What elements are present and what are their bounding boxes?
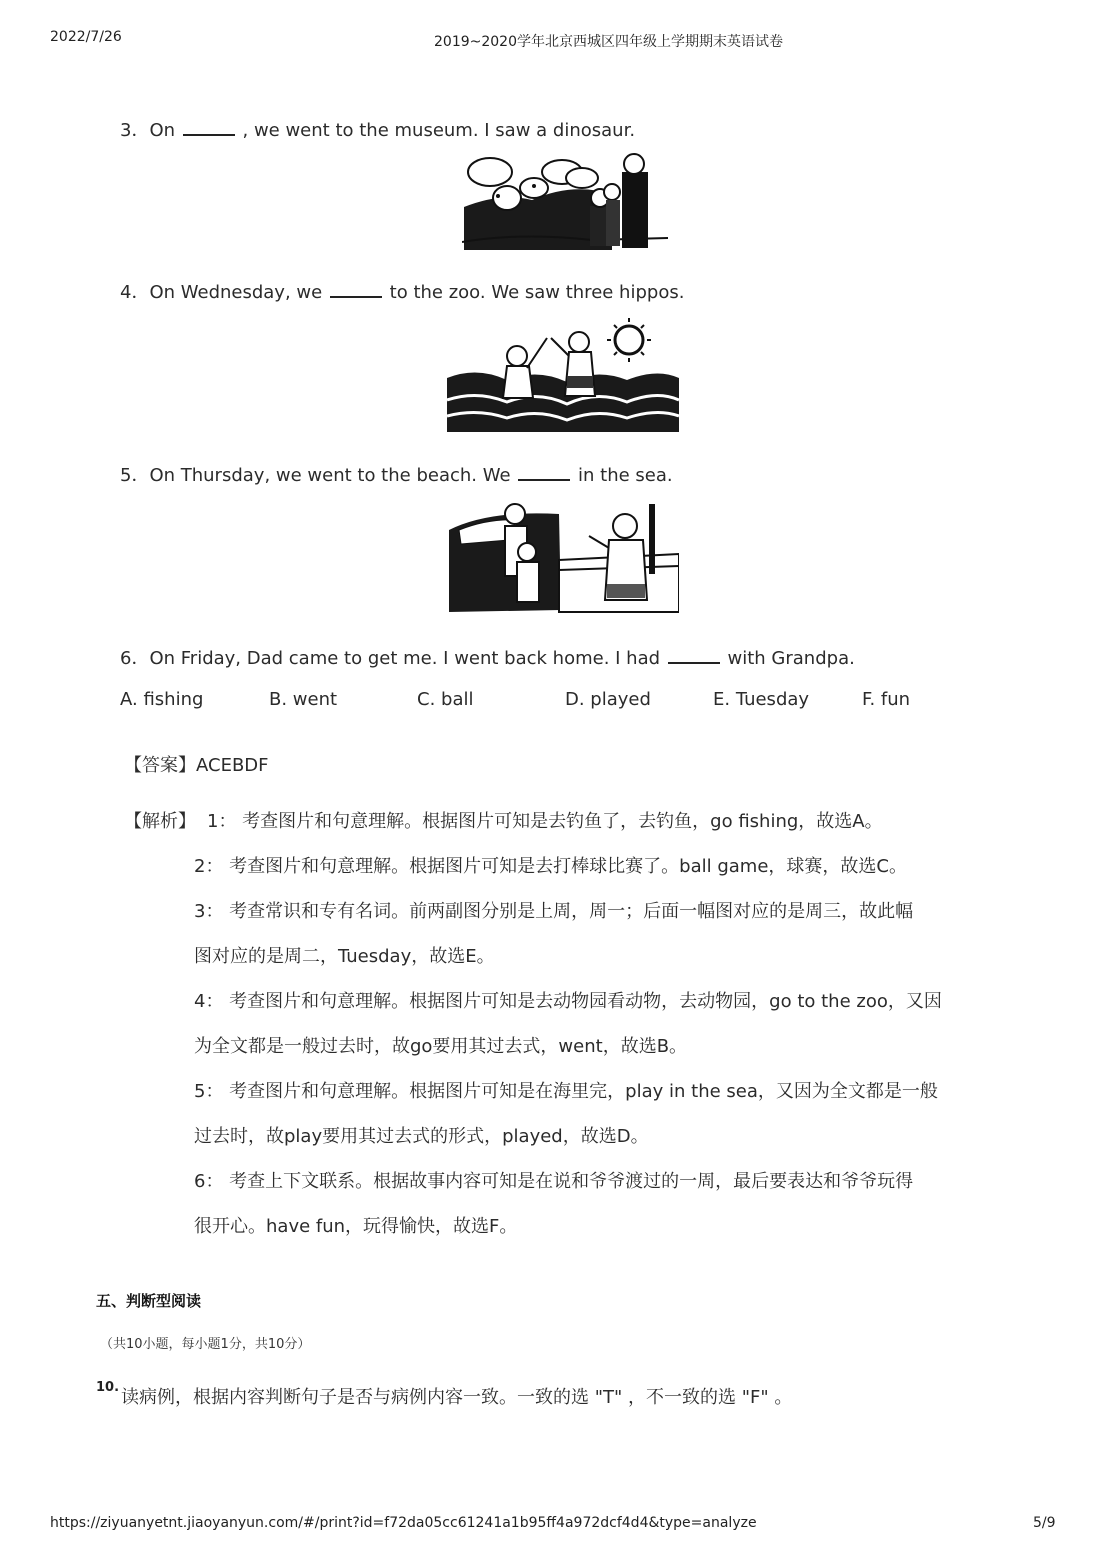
analysis-line-7: 5： 考查图片和句意理解。根据图片可知是在海里完，play in the sea，又因为全文都是一般 — [194, 1081, 938, 1102]
analysis-line-2: 2： 考查图片和句意理解。根据图片可知是去打棒球比赛了。ball game，球赛，故选C。 — [194, 856, 907, 877]
analysis-line-5: 4： 考查图片和句意理解。根据图片可知是去动物园看动物，去动物园，go to the zoo，又因 — [194, 991, 942, 1012]
museum-illustration — [462, 152, 668, 250]
question-3 — [120, 116, 635, 142]
analysis-label: 【解析】 — [124, 811, 196, 832]
question-5-after: in the sea. — [578, 465, 673, 486]
option-e: E. Tuesday — [713, 689, 810, 710]
answer-blank — [518, 478, 570, 481]
page-number: 5/9 — [1033, 1515, 1056, 1531]
question-4-before: 4．On Wednesday, we — [120, 282, 323, 303]
page-url: https://ziyuanyetnt.jiaoyanyun.com/#/print?id=f72da05cc61241a1b95ff4a972dcf4d4&type=analyze — [50, 1515, 757, 1531]
analysis-line-6: 为全文都是一般过去时，故go要用其过去式，went，故选B。 — [194, 1036, 688, 1057]
section-title: 五、判断型阅读 — [96, 1292, 202, 1310]
question-6 — [120, 644, 855, 670]
question-4-after: to the zoo. We saw three hippos. — [389, 282, 685, 303]
question-3-before: 3．On — [120, 120, 176, 141]
analysis-line-10: 很开心。have fun，玩得愉快，故选F。 — [194, 1216, 518, 1237]
question-3-after: , we went to the museum. I saw a dinosaur. — [242, 120, 636, 141]
option-c: C. ball — [417, 689, 474, 710]
car-illustration — [449, 500, 679, 614]
option-d: D. played — [565, 689, 651, 710]
analysis-line-8: 过去时，故play要用其过去式的形式，played，故选D。 — [194, 1126, 649, 1147]
analysis-line-1: 1： 考查图片和句意理解。根据图片可知是去钓鱼了，去钓鱼，go fishing，故选A。 — [207, 811, 883, 832]
answer-blank — [668, 661, 720, 664]
answer-blank — [330, 295, 382, 298]
answer-blank — [183, 133, 235, 136]
answer-line: 【答案】ACEBDF — [124, 755, 269, 776]
option-b: B. went — [269, 689, 338, 710]
option-f: F. fun — [862, 689, 911, 710]
analysis-line-3: 3： 考查常识和专有名词。前两副图分别是上周，周一；后面一幅图对应的是周三，故此幅 — [194, 901, 914, 922]
analysis-line-4: 图对应的是周二，Tuesday，故选E。 — [194, 946, 495, 967]
sea-illustration — [447, 316, 679, 432]
question-10-text: 读病例，根据内容判断句子是否与病例内容一致。一致的选 "T" ，不一致的选 "F" 。 — [121, 1387, 793, 1408]
question-10-number: 10. — [96, 1380, 120, 1395]
analysis-line-9: 6： 考查上下文联系。根据故事内容可知是在说和爷爷渡过的一周，最后要表达和爷爷玩得 — [194, 1171, 914, 1192]
question-5 — [120, 461, 673, 487]
print-date: 2022/7/26 — [50, 29, 122, 45]
document-title: 2019~2020学年北京西城区四年级上学期期末英语试卷 — [434, 34, 783, 50]
question-6-before: 6．On Friday, Dad came to get me. I went back home. I had — [120, 648, 661, 669]
question-6-after: with Grandpa. — [727, 648, 855, 669]
option-a: A. fishing — [120, 689, 204, 710]
question-5-before: 5．On Thursday, we went to the beach. We — [120, 465, 511, 486]
section-note: （共10小题，每小题1分，共10分） — [100, 1337, 311, 1352]
question-4 — [120, 278, 684, 304]
